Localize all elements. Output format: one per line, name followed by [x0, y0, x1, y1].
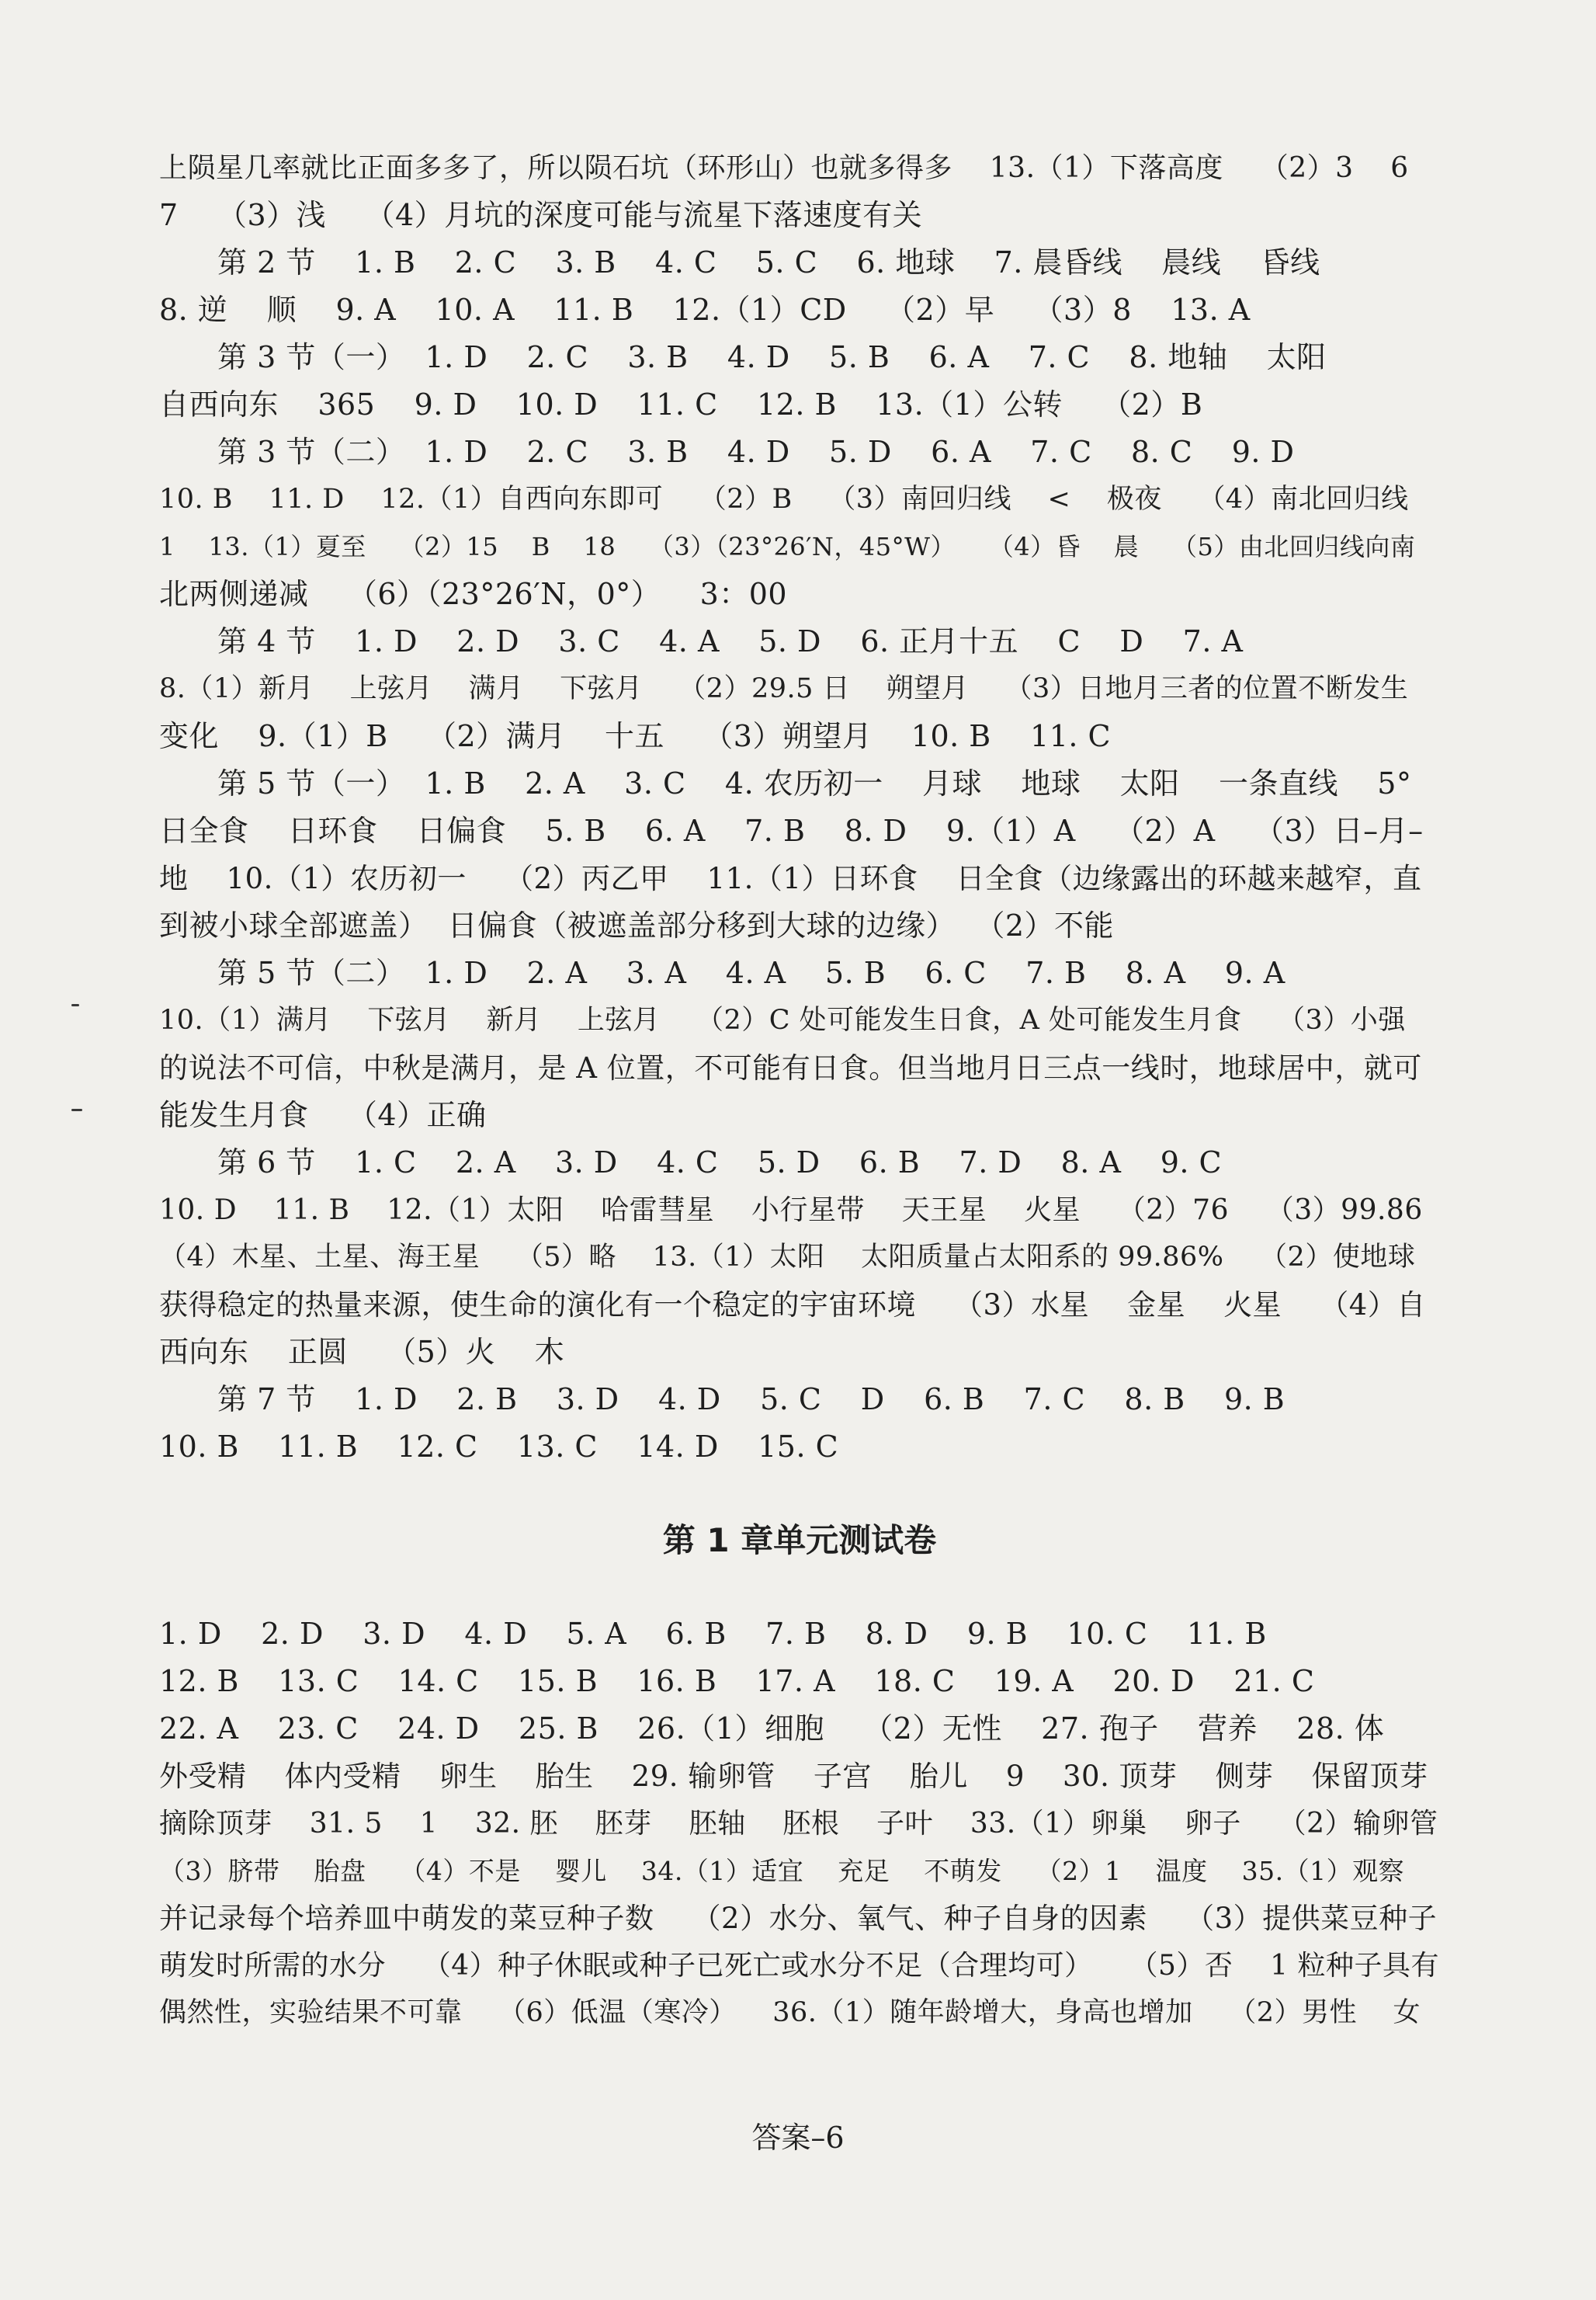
- answer-line: 第 4 节 1. D 2. D 3. C 4. A 5. D 6. 正月十五 C D 7. A: [217, 624, 1244, 658]
- answer-line: 10. B 11. B 12. C 13. C 14. D 15. C: [159, 1430, 839, 1464]
- answer-line: 萌发时所需的水分 （4）种子休眠或种子已死亡或水分不足（合理均可） （5）否 1 粒种子具有: [159, 1950, 1439, 1982]
- answer-line: 变化 9.（1）B （2）满月 十五 （3）朔望月 10. B 11. C: [159, 719, 1112, 753]
- answer-line: 12. B 13. C 14. C 15. B 16. B 17. A 18. C 19. A 20. D 21. C: [159, 1664, 1315, 1698]
- answer-line: 西向东 正圆 （5）火 木: [159, 1335, 565, 1369]
- answer-line: 第 6 节 1. C 2. A 3. D 4. C 5. D 6. B 7. D 8. A 9. C: [217, 1145, 1223, 1180]
- answer-line: 第 5 节（二） 1. D 2. A 3. A 4. A 5. B 6. C 7. B 8. A 9. A: [217, 956, 1285, 990]
- scan-mark: [71, 1109, 82, 1111]
- answer-line: 22. A 23. C 24. D 25. B 26.（1）细胞 （2）无性 27. 孢子 营养 28. 体: [159, 1711, 1385, 1746]
- answer-line: （3）脐带 胎盘 （4）不是 婴儿 34.（1）适宜 充足 不萌发 （2）1 温度 35.（1）观察: [159, 1856, 1405, 1886]
- answer-line: 摘除顶芽 31. 5 1 32. 胚 胚芽 胚轴 胚根 子叶 33.（1）卵巢 卵子 （2）输卵管: [159, 1808, 1438, 1840]
- answer-line: 10. B 11. D 12.（1）自西向东即可 （2）B （3）南回归线 < 极夜 （4）南北回归线: [159, 484, 1409, 515]
- answer-line: 1 13.（1）夏至 （2）15 B 18 （3）（23°26′N，45°W） （4）昏 晨 （5）由北回归线向南: [159, 532, 1416, 561]
- unit-test-answers: [159, 1610, 1440, 2037]
- answer-line: 第 2 节 1. B 2. C 3. B 4. C 5. C 6. 地球 7. 晨昏线 晨线 昏线: [217, 245, 1320, 280]
- answer-line: 地 10.（1）农历初一 （2）丙乙甲 11.（1）日环食 日全食（边缘露出的环越来越窄，直: [159, 862, 1422, 895]
- answer-line: 8. 逆 顺 9. A 10. A 11. B 12.（1）CD （2）早 （3）8 13. A: [159, 293, 1251, 327]
- answer-line: 7 （3）浅 （4）月坑的深度可能与流星下落速度有关: [159, 198, 923, 232]
- section-title: 第 1 章单元测试卷: [662, 1521, 937, 1559]
- answer-line: 第 5 节（一） 1. B 2. A 3. C 4. 农历初一 月球 地球 太阳 一条直线 5°: [217, 766, 1412, 801]
- answer-line: 8.（1）新月 上弦月 满月 下弦月 （2）29.5 日 朔望月 （3）日地月三者的位置不断发生: [159, 673, 1409, 704]
- answer-line: 偶然性，实验结果不可靠 （6）低温（寒冷） 36.（1）随年龄增大，身高也增加 （2）男性 女: [159, 1997, 1421, 2028]
- page-footer: 答案–6: [751, 2121, 845, 2155]
- answer-line: （4）木星、土星、海王星 （5）略 13.（1）太阳 太阳质量占太阳系的 99.86% （2）使地球: [159, 1242, 1416, 1273]
- answer-line: 第 3 节（一） 1. D 2. C 3. B 4. D 5. B 6. A 7. C 8. 地轴 太阳: [217, 340, 1327, 374]
- answer-line: 获得稳定的热量来源，使生命的演化有一个稳定的宇宙环境 （3）水星 金星 火星 （4）自: [159, 1288, 1426, 1322]
- answer-line: 外受精 体内受精 卵生 胎生 29. 输卵管 子宫 胎儿 9 30. 顶芽 侧芽 保留顶芽: [159, 1760, 1428, 1793]
- answer-line: 日全食 日环食 日偏食 5. B 6. A 7. B 8. D 9.（1）A （2）A （3）日–月–: [159, 814, 1424, 848]
- answer-content: [159, 144, 1440, 2037]
- answer-line: 上陨星几率就比正面多多了，所以陨石坑（环形山）也就多得多 13.（1）下落高度 （2）3 6: [159, 152, 1409, 184]
- answer-line: 的说法不可信，中秋是满月，是 A 位置，不可能有日食。但当地月日三点一线时，地球居中，就可: [159, 1051, 1422, 1085]
- answer-line: 北两侧递减 （6）（23°26′N，0°） 3：00: [159, 577, 788, 611]
- answer-line: 到被小球全部遮盖） 日偏食（被遮盖部分移到大球的边缘） （2）不能: [159, 909, 1114, 943]
- chapter-answers: [159, 144, 1440, 1471]
- answer-line: 第 3 节（二） 1. D 2. C 3. B 4. D 5. D 6. A 7. C 8. C 9. D: [217, 435, 1295, 469]
- answer-line: 10. D 11. B 12.（1）太阳 哈雷彗星 小行星带 天王星 火星 （2）76 （3）99.86: [159, 1194, 1423, 1226]
- answer-line: 自西向东 365 9. D 10. D 11. C 12. B 13.（1）公转 （2）B: [159, 387, 1203, 422]
- answer-line: 第 7 节 1. D 2. B 3. D 4. D 5. C D 6. B 7. C 8. B 9. B: [217, 1382, 1285, 1416]
- answer-line: 能发生月食 （4）正确: [159, 1098, 487, 1132]
- answer-line: 并记录每个培养皿中萌发的菜豆种子数 （2）水分、氧气、种子自身的因素 （3）提供菜豆种子: [159, 1902, 1438, 1935]
- scan-mark: [71, 1004, 79, 1006]
- answer-line: 1. D 2. D 3. D 4. D 5. A 6. B 7. B 8. D 9. B 10. C 11. B: [159, 1617, 1267, 1651]
- answer-line: 10.（1）满月 下弦月 新月 上弦月 （2）C 处可能发生日食，A 处可能发生月食 （3）小强: [159, 1005, 1406, 1036]
